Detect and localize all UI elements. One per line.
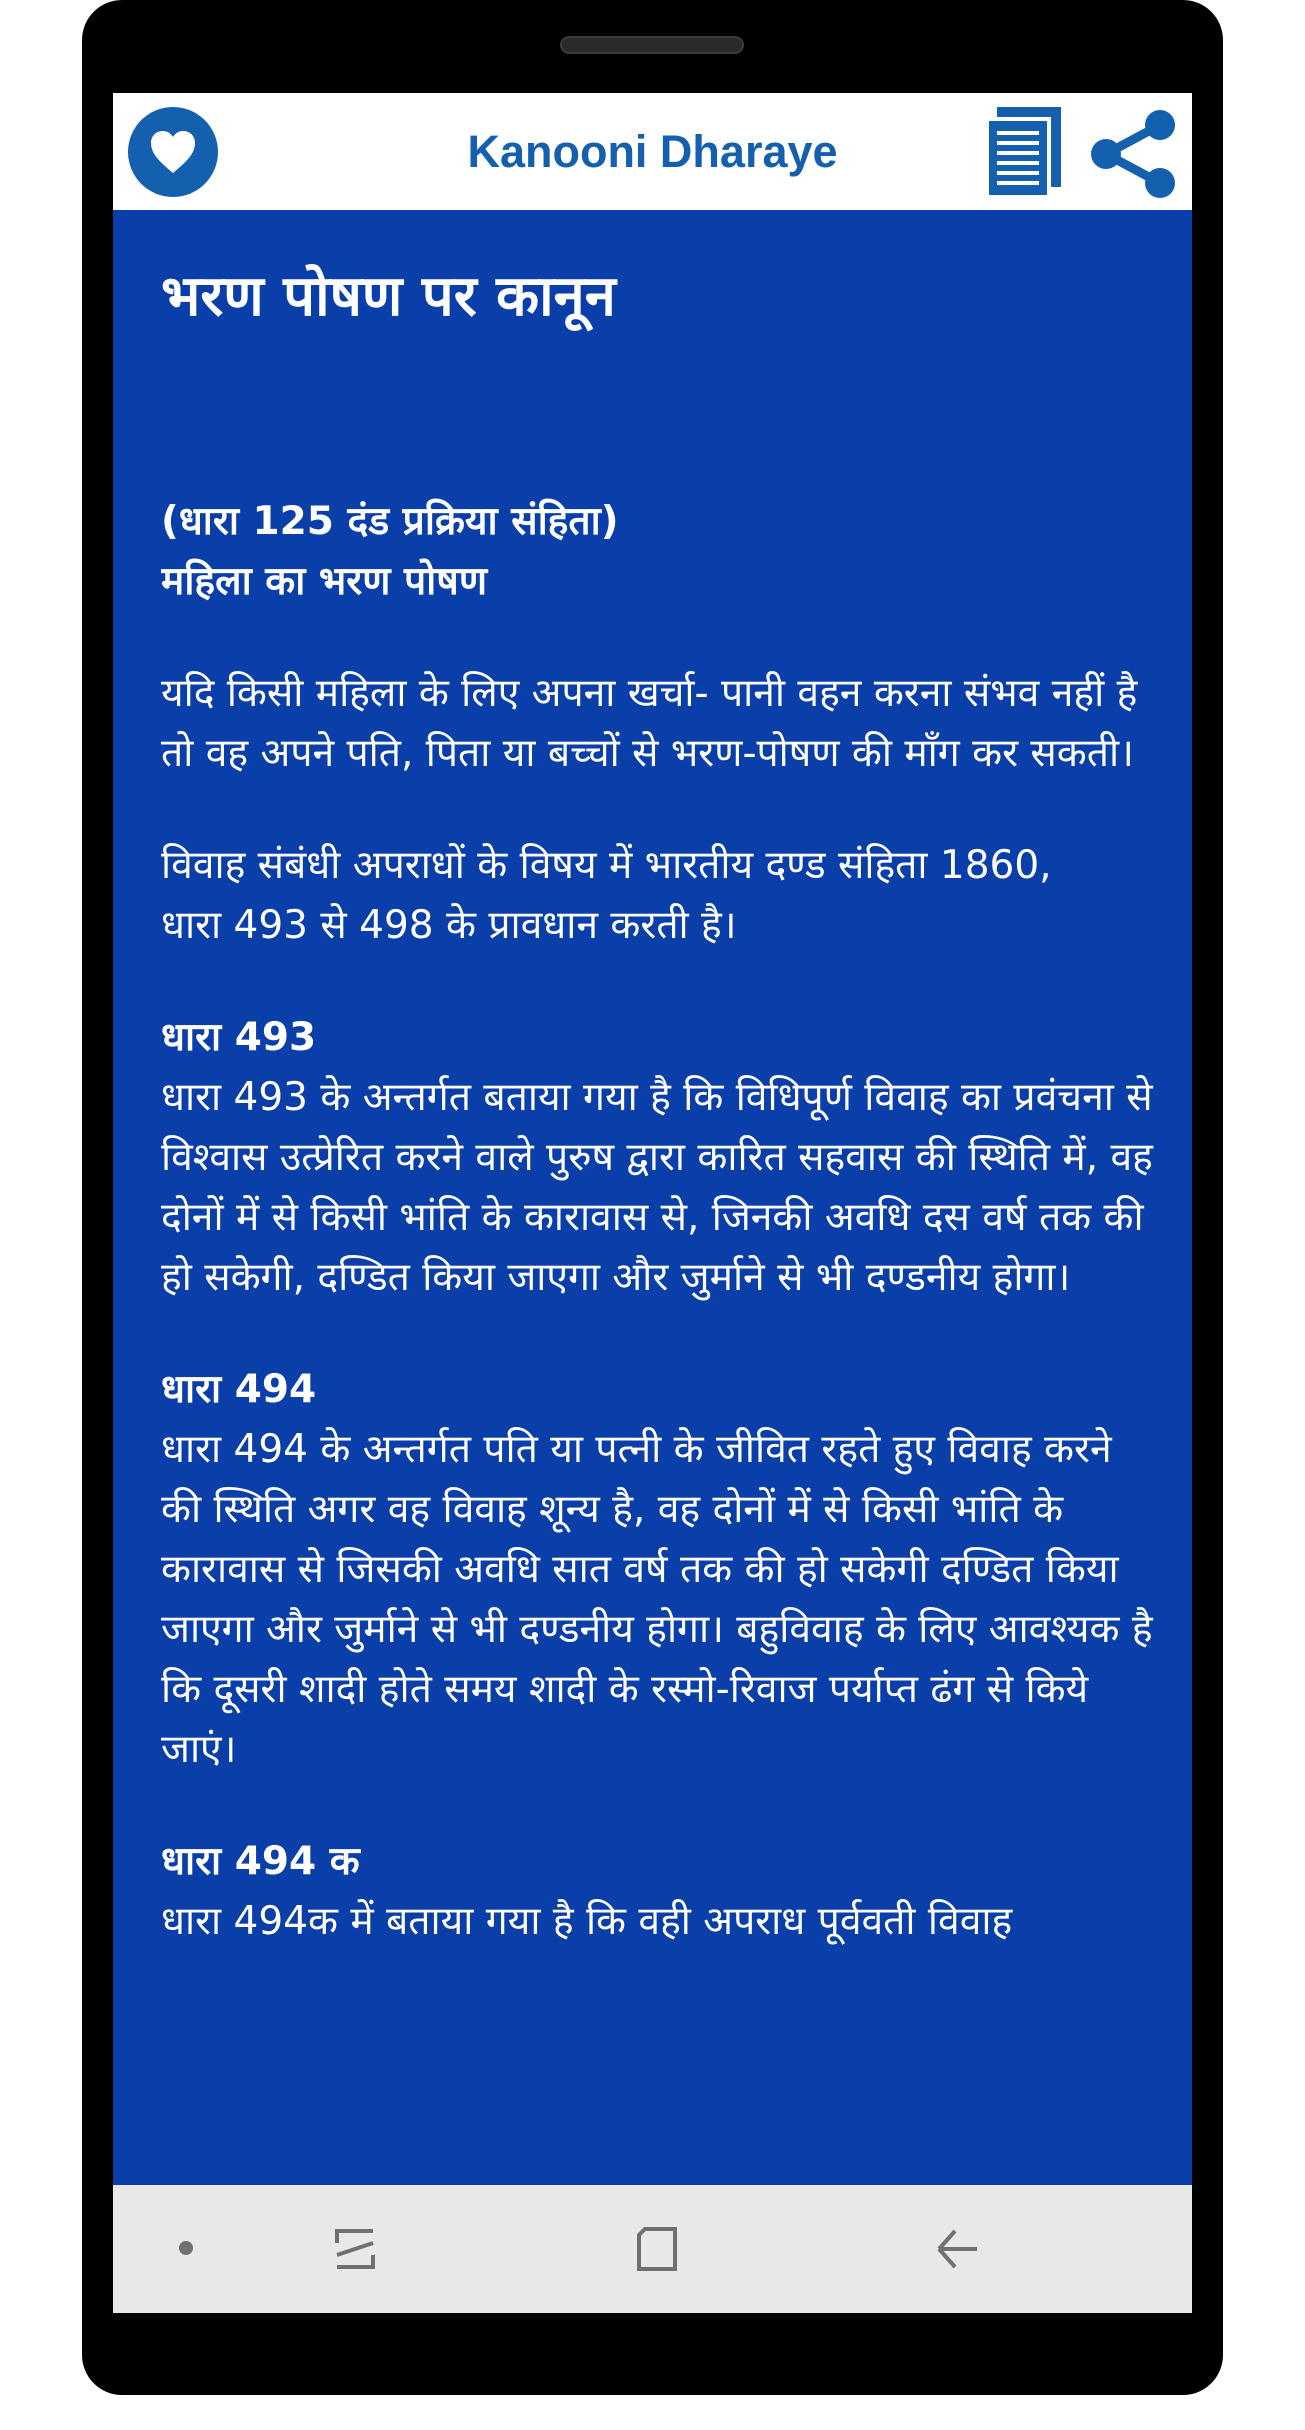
share-icon <box>1088 107 1178 201</box>
paragraph-ipc-line1: विवाह संबंधी अपराधों के विषय में भारतीय दण्ड संहिता 1860, <box>161 843 1052 888</box>
home-button[interactable] <box>633 2225 681 2277</box>
favorite-button[interactable] <box>128 107 218 197</box>
document-list-icon <box>983 105 1065 201</box>
share-button[interactable] <box>1088 107 1178 201</box>
intro-section-ref: (धारा 125 दंड प्रक्रिया संहिता) <box>161 499 619 544</box>
section-title: धारा 494 क <box>161 1839 360 1884</box>
document-list-button[interactable] <box>983 105 1065 201</box>
paragraph-ipc-line2: धारा 493 से 498 के प्रावधान करती है। <box>161 903 737 948</box>
recent-apps-icon <box>331 2225 379 2273</box>
content-scroll-area[interactable] <box>161 210 1161 2278</box>
section-body: धारा 494क में बताया गया है कि वही अपराध पूर्ववती विवाह <box>161 1899 1013 1944</box>
heart-icon <box>148 129 198 175</box>
home-icon <box>633 2225 681 2273</box>
section-body: धारा 494 के अन्तर्गत पति या पत्नी के जीवित रहते हुए विवाह करने की स्थिति अगर वह विवाह शून्य है, वह दोनों में से किसी भांति के कारावास से जिसकी अवधि सात वर्ष तक की हो सकेगी दण्डित किया जाएगा और जुर्माने से भी दण्डनीय होगा। बहुविवाह के लिए आवश्यक है कि दूसरी शादी होते समय शादी के रस्मो-रिवाज पर्याप्त ढंग से किये जाएं। <box>161 1427 1153 1772</box>
paragraph-maintenance: यदि किसी महिला के लिए अपना खर्चा- पानी वहन करना संभव नहीं है तो वह अपने पति, पिता या बच्चों से भरण-पोषण की माँग कर सकती। <box>161 671 1138 776</box>
dot-icon[interactable] <box>179 2241 193 2255</box>
intro-block <box>161 492 1161 612</box>
section-title: धारा 494 <box>161 1367 317 1412</box>
section-493 <box>161 1008 1161 1308</box>
section-494-k <box>161 1832 1161 1952</box>
device-frame <box>82 0 1223 2395</box>
section-494 <box>161 1360 1161 1780</box>
back-icon <box>933 2225 981 2273</box>
speaker-grille <box>560 36 744 54</box>
system-navigation-bar <box>113 2185 1192 2313</box>
intro-subtitle: महिला का भरण पोषण <box>161 559 488 604</box>
page-title: भरण पोषण पर कानून <box>161 264 616 329</box>
app-title: Kanooni Dharaye <box>467 126 838 177</box>
section-title: धारा 493 <box>161 1015 317 1060</box>
app-bar <box>113 93 1192 210</box>
paragraph-ipc <box>161 836 1161 956</box>
section-body: धारा 493 के अन्तर्गत बताया गया है कि विधिपूर्ण विवाह का प्रवंचना से विश्वास उत्प्रेरित करने वाले पुरुष द्वारा कारित सहवास की स्थिति में, वह दोनों में से किसी भांति के कारावास से, जिनकी अवधि दस वर्ष तक की हो सकेगी, दण्डित किया जाएगा और जुर्माने से भी दण्डनीय होगा। <box>161 1075 1153 1300</box>
recent-apps-button[interactable] <box>331 2225 379 2277</box>
back-button[interactable] <box>933 2225 981 2277</box>
screen <box>113 93 1192 2313</box>
